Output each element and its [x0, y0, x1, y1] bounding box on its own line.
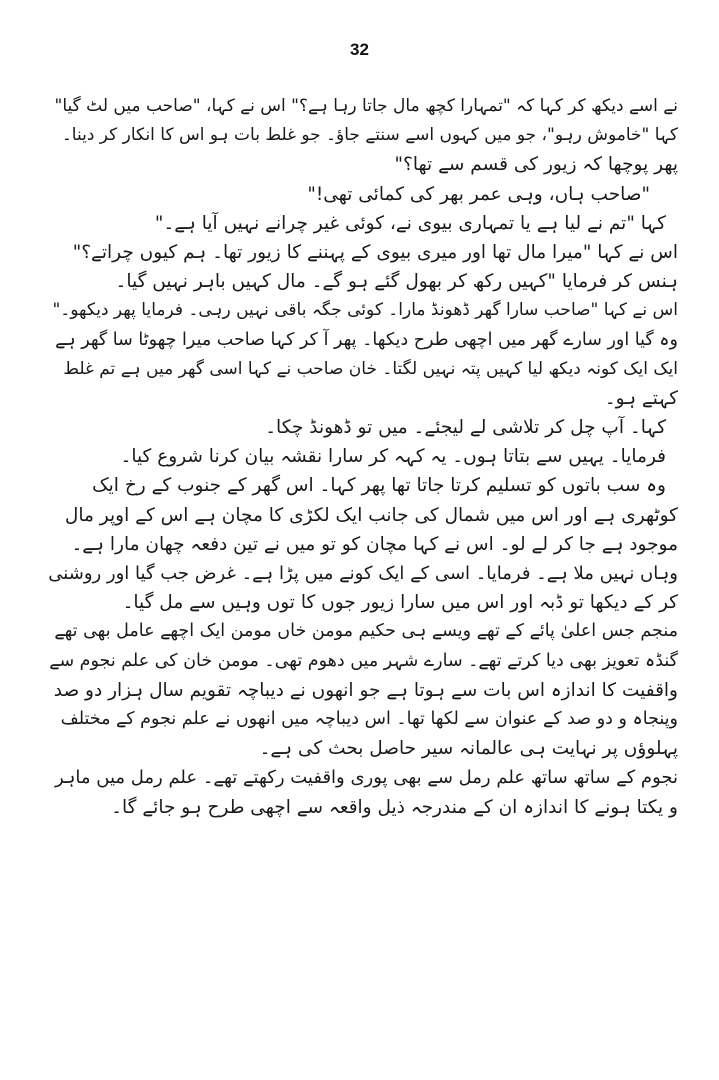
text-line: کر کے دیکھا تو ڈبہ اور اس میں سارا زیور جوں کا توں وہیں سے مل گیا۔	[122, 592, 678, 614]
text-line: پھر پوچھا کہ زیور کی قسم سے تھا؟"	[394, 154, 678, 176]
text-line: اس نے کہا "میرا مال تھا اور میری بیوی کے پہننے کا زیور تھا۔ ہم کیوں چراتے؟"	[72, 241, 678, 263]
text-line: کہا۔ آپ چل کر تلاشی لے لیجئے۔ میں تو ڈھونڈ چکا۔	[265, 417, 666, 439]
text-line: "صاحب ہاں، وہی عمر بھر کی کمائی تھی!"	[307, 183, 650, 205]
text-line: کہتے ہو۔	[604, 387, 678, 409]
page-number: 32	[350, 40, 369, 59]
text-line: پہلوؤں پر نہایت ہی عالمانہ سیر حاصل بحث کی ہے۔	[259, 738, 678, 760]
body-text	[48, 92, 678, 822]
text-line: نے اسے دیکھ کر کہا کہ "تمہارا کچھ مال جاتا رہا ہے؟" اس نے کہا، "صاحب میں لٹ گیا"	[54, 96, 678, 116]
text-line: منجم جس اعلیٰ پائے کے تھے ویسے ہی حکیم مومن خاں مومن ایک اچھے عامل بھی تھے	[54, 621, 678, 642]
text-line: نجوم کے ساتھ ساتھ علم رمل سے بھی پوری واقفیت رکھتے تھے۔ علم رمل میں ماہر	[54, 767, 678, 789]
text-line: وہ گیا اور سارے گھر میں اچھی طرح دیکھا۔ پھر آ کر کہا صاحب میرا چھوٹا سا گھر ہے	[55, 329, 678, 350]
text-line: وہ سب باتوں کو تسلیم کرتا جاتا تھا پھر کہا۔ اس گھر کے جنوب کے رخ ایک	[92, 475, 666, 497]
text-line: ایک ایک کونہ دیکھ لیا کہیں پتہ نہیں لگتا۔ خان صاحب نے کہا اسی گھر میں ہے تم غلط	[63, 358, 678, 379]
text-line: وپنجاہ و دو صد کے عنوان سے لکھا تھا۔ اس دیباچہ میں انھوں نے علم نجوم کے مختلف	[60, 708, 678, 729]
text-line: واقفیت کا اندازہ اس بات سے ہوتا ہے جو انھوں نے دیباچہ تقویم سال ہزار دو صد	[53, 679, 678, 701]
text-line: کہا "خاموش رہو"، جو میں کہوں اسے سنتے جاؤ۔ جو غلط بات ہو اس کا انکار کر دینا۔	[61, 125, 678, 146]
text-line: گنڈہ تعویز بھی دیا کرتے تھے۔ سارے شہر میں دھوم تھی۔ مومن خان کی علم نجوم سے	[49, 650, 678, 671]
text-line: کوٹھری ہے اور اس میں شمال کی جانب ایک لکڑی کا مچان ہے اس کے اوپر مال	[64, 504, 678, 526]
text-line: فرمایا۔ یہیں سے بتاتا ہوں۔ یہ کہہ کر سارا نقشہ بیان کرنا شروع کیا۔	[120, 446, 666, 468]
text-line: و یکتا ہونے کا اندازہ ان کے مندرجہ ذیل واقعہ سے اچھی طرح ہو جائے گا۔	[111, 796, 678, 818]
text-line: موجود ہے جا کر لے لو۔ اس نے کہا مچان کو تو میں نے تین دفعہ چھان مارا ہے۔	[71, 533, 678, 555]
text-line: ہنس کر فرمایا "کہیں رکھ کر بھول گئے ہو گے۔ مال کہیں باہر نہیں گیا۔	[115, 271, 678, 293]
text-line: وہاں نہیں ملا ہے۔ فرمایا۔ اسی کے ایک کونے میں پڑا ہے۔ غرض جب گیا اور روشنی	[48, 563, 678, 584]
text-line: اس نے کہا "صاحب سارا گھر ڈھونڈ مارا۔ کوئی جگہ باقی نہیں رہی۔ فرمایا پھر دیکھو۔"	[52, 300, 678, 321]
text-line: کہا "تم نے لیا ہے یا تمہاری بیوی نے، کوئی غیر چرانے نہیں آیا ہے۔"	[154, 212, 666, 234]
